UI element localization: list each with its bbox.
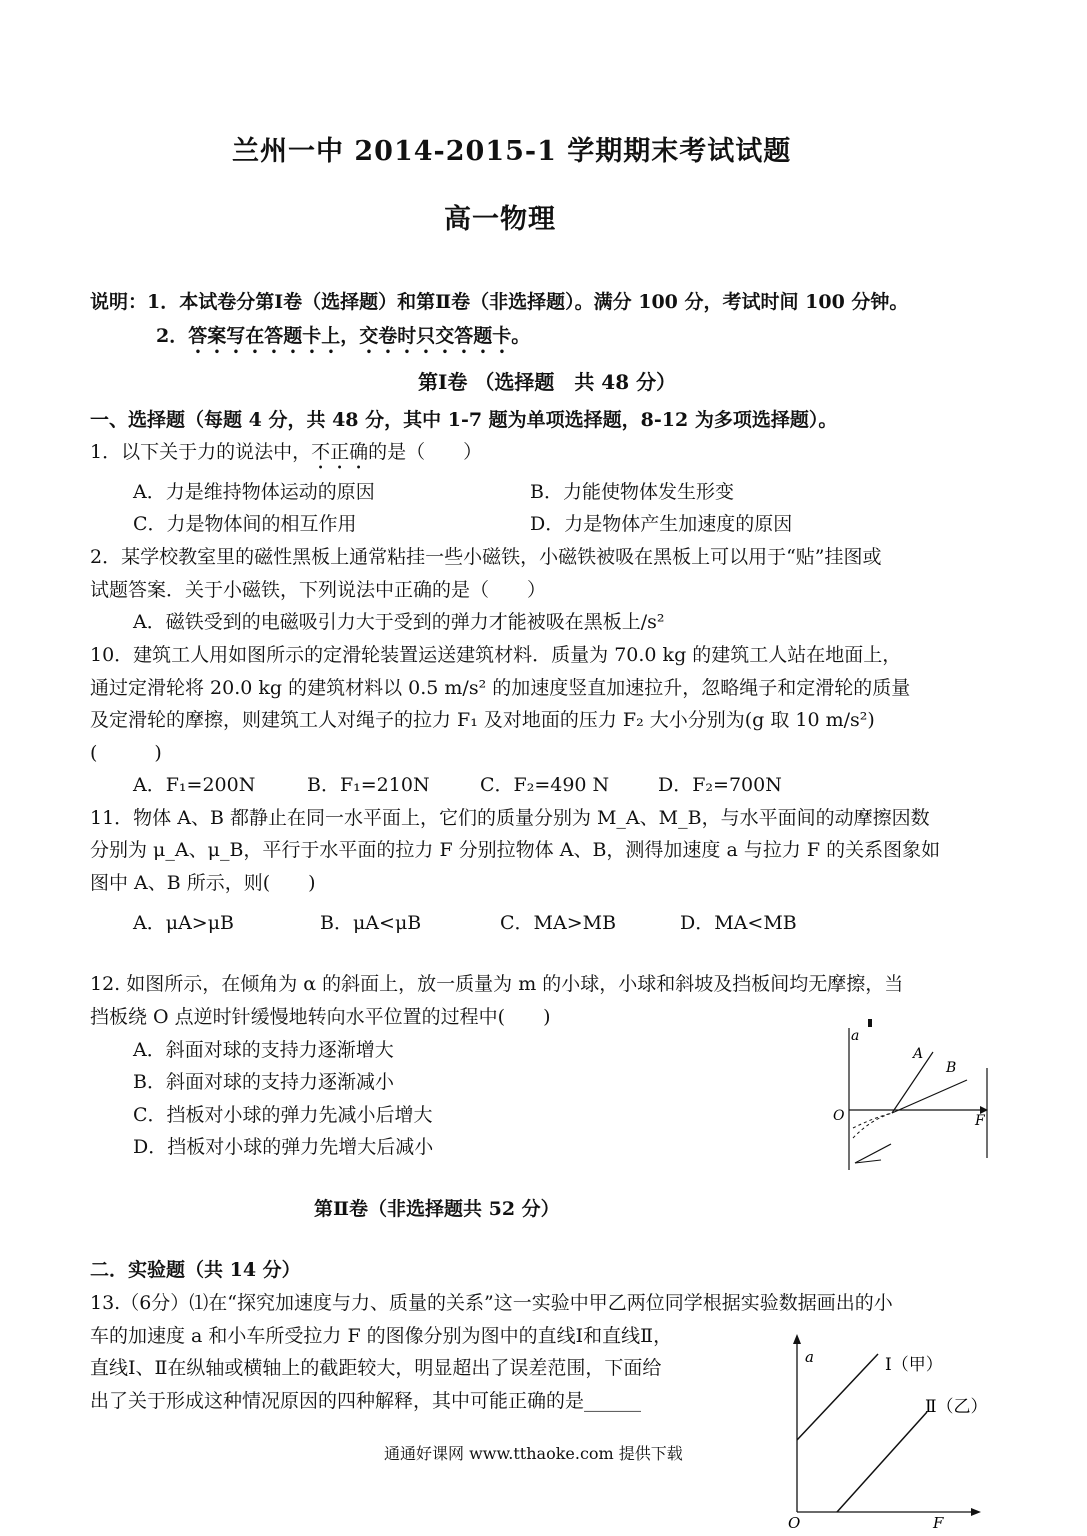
line-i-label: Ⅰ（甲） (885, 1355, 943, 1375)
q11-option-c: C．MA>MB (500, 912, 617, 934)
exam-title: 兰州一中 2014-2015-1 学期期末考试试题 (232, 136, 792, 167)
x-axis-label: F (975, 1113, 985, 1129)
y-axis-label: a (851, 1028, 860, 1044)
line-b-label: B (946, 1060, 957, 1076)
x-axis-label: F (933, 1514, 944, 1532)
q2-stem-line-2: 试题答案．关于小磁铁，下列说法中正确的是（ ） (90, 579, 547, 601)
q1-option-c: C．力是物体间的相互作用 (133, 513, 357, 535)
footer-source: 通通好课网 www.tthaoke.com 提供下载 (384, 1444, 683, 1463)
line-ii-label: Ⅱ（乙） (925, 1397, 988, 1417)
q11-option-a: A．μA>μB (133, 912, 235, 934)
q10-line-4: ( ) (90, 742, 162, 764)
q2-stem-line-1: 2．某学校教室里的磁性黑板上通常粘挂一些小磁铁，小磁铁被吸在黑板上可以用于“贴”挂图或 (90, 546, 882, 568)
q10-line-2: 通过定滑轮将 20.0 kg 的建筑材料以 0.5 m/s² 的加速度竖直加速拉升，忽略绳子和定滑轮的质量 (90, 677, 911, 699)
axis-arrow-marker (868, 1019, 872, 1027)
q12-option-b: B．斜面对球的支持力逐渐减小 (133, 1071, 394, 1093)
part1-heading: 第Ⅰ卷 （选择题 共 48 分） (418, 370, 677, 394)
q1-option-b: B．力能使物体发生形变 (530, 481, 734, 503)
q10-option-c: C．F₂=490 N (480, 774, 610, 796)
q10-line-3: 及定滑轮的摩擦，则建筑工人对绳子的拉力 F₁ 及对地面的压力 F₂ 大小分别为(g 取 10 m/s²) (90, 709, 875, 731)
q11-option-d: D．MA<MB (680, 912, 797, 934)
q13-line-1: 13.（6分）⑴在“探究加速度与力、质量的关系”这一实验中甲乙两位同学根据实验数据画出的小 (90, 1292, 893, 1314)
instruction-line-1: 说明：1．本试卷分第Ⅰ卷（选择题）和第Ⅱ卷（非选择题）。满分 100 分，考试时间 100 分钟。 (90, 291, 909, 313)
section1-heading: 一、选择题（每题 4 分，共 48 分，其中 1-7 题为单项选择题，8-12 为多项选择题）。 (90, 409, 838, 431)
q12-line-2: 挡板绕 O 点逆时针缓慢地转向水平位置的过程中( ) (90, 1006, 551, 1028)
line-ii (837, 1412, 927, 1512)
q13-line-4: 出了关于形成这种情况原因的四种解释，其中可能正确的是______ (90, 1390, 642, 1412)
line-a-label: A (913, 1046, 924, 1062)
q11-line-3: 图中 A、B 所示，则( ) (90, 872, 316, 894)
q1-stem: 1．以下关于力的说法中，不正确的是（ ） (90, 441, 483, 463)
origin-label: O (788, 1514, 801, 1532)
q1-option-d: D．力是物体产生加速度的原因 (530, 513, 793, 535)
subject-title: 高一物理 (444, 204, 556, 235)
q11-line-1: 11．物体 A、B 都静止在同一水平面上，它们的质量分别为 M_A、M_B，与水平面间的动摩擦因数 (90, 807, 930, 829)
origin-label: O (833, 1108, 845, 1124)
line-i (797, 1354, 878, 1440)
x-axis-arrow (971, 1508, 981, 1516)
q10-option-b: B．F₁=210N (307, 774, 430, 796)
q12-option-a: A．斜面对球的支持力逐渐增大 (133, 1039, 394, 1061)
y-axis-label: a (805, 1348, 814, 1366)
q11-option-b: B．μA<μB (320, 912, 422, 934)
y-axis-arrow (793, 1334, 801, 1344)
figure-q13-a-f-graph (775, 1330, 990, 1530)
q12-option-d: D．挡板对小球的弹力先增大后减小 (133, 1136, 434, 1158)
q11-line-2: 分别为 μ_A、μ_B，平行于水平面的拉力 F 分别拉物体 A、B，测得加速度 a 与拉力 F 的关系图象如 (90, 839, 941, 861)
line-b-dashed-extension (853, 1113, 892, 1128)
q2-option-a: A．磁铁受到的电磁吸引力大于受到的弹力才能被吸在黑板上/s² (133, 611, 665, 633)
q10-line-1: 10．建筑工人用如图所示的定滑轮装置运送建筑材料．质量为 70.0 kg 的建筑工人站在地面上， (90, 644, 902, 666)
baffle-stub (855, 1144, 891, 1163)
q13-line-2: 车的加速度 a 和小车所受拉力 F 的图像分别为图中的直线Ⅰ和直线Ⅱ， (90, 1325, 673, 1347)
q10-option-a: A．F₁=200N (133, 774, 256, 796)
q1-option-a: A．力是维持物体运动的原因 (133, 481, 375, 503)
part2-heading: 第Ⅱ卷（非选择题共 52 分） (314, 1198, 560, 1220)
instruction-line-2: 2．答案写在答题卡上，交卷时只交答题卡。 (156, 325, 531, 347)
figure-q11-a-f-graph (795, 1010, 995, 1175)
q13-line-3: 直线Ⅰ、Ⅱ在纵轴或横轴上的截距较大，明显超出了误差范围，下面给 (90, 1357, 662, 1379)
q10-option-d: D．F₂=700N (658, 774, 782, 796)
section2-heading: 二．实验题（共 14 分） (90, 1259, 301, 1281)
q12-option-c: C．挡板对小球的弹力先减小后增大 (133, 1104, 433, 1126)
q12-line-1: 12. 如图所示，在倾角为 α 的斜面上，放一质量为 m 的小球，小球和斜坡及挡板间均无摩擦，当 (90, 973, 904, 995)
